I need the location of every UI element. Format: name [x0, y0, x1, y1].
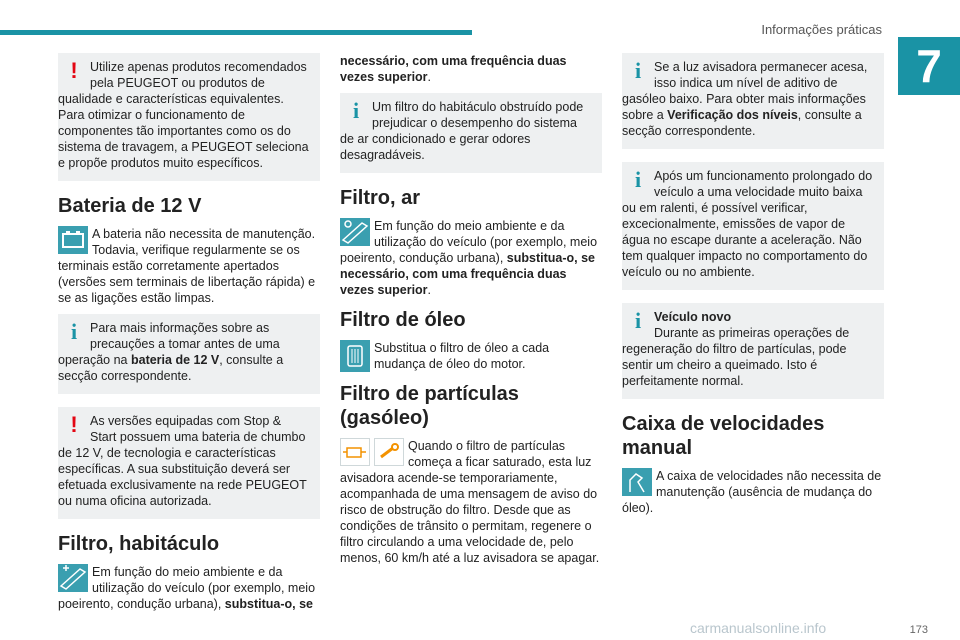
gearbox-icon — [622, 468, 652, 496]
cabin-text: Em função do meio ambiente e da utilização do veículo (por exemplo, meio poeirento, condução urbana), — [58, 565, 316, 611]
section-title-gearbox: Caixa de velocidades manual — [622, 413, 825, 459]
chapter-number: 7 — [898, 37, 960, 95]
page-number: 173 — [909, 624, 928, 636]
info-text-bold: Verificação dos níveis — [667, 108, 798, 122]
battery-icon — [58, 226, 88, 254]
cabin-text-end: . — [427, 70, 432, 84]
warning-note-stopstart — [58, 407, 320, 519]
info-title: Veículo novo — [654, 310, 732, 324]
info-note-additive — [622, 53, 884, 149]
info-icon: i — [634, 58, 642, 83]
battery-text: A bateria não necessita de manutenção. Todavia, verifique regularmente se os terminais estão corretamente apertados (versões sem terminais de libertação rápida) e se as ligações estão limpas. — [58, 227, 316, 305]
section-title-particle-filter: Filtro de partículas (gasóleo) — [340, 383, 519, 429]
warning-note — [58, 53, 320, 181]
column-1 — [58, 53, 320, 620]
oil-filter-icon — [340, 340, 370, 372]
service-wrench-icon — [374, 438, 404, 466]
section-title-cabin-filter: Filtro, habitáculo — [58, 533, 220, 555]
column-2 — [340, 53, 602, 574]
info-note-vapour — [622, 162, 884, 290]
info-text-c: , consulte a secção correspondente. — [58, 353, 284, 383]
page-header-title: Informações práticas — [761, 22, 882, 37]
info-text: Um filtro do habitáculo obstruído pode prejudicar o desempenho do sistema de ar condicionado e gerar odores desagradáveis. — [340, 100, 584, 162]
info-icon: i — [70, 319, 78, 344]
air-text-end: . — [427, 283, 432, 297]
air-text-bold: substitua-o, se necessário, com uma frequência duas vezes superior — [340, 251, 596, 297]
info-icon: i — [634, 167, 642, 192]
particle-filter-warning-icon — [340, 438, 370, 466]
air-filter-icon — [340, 218, 370, 246]
warning-icon: ! — [70, 412, 78, 437]
info-note-new-vehicle — [622, 303, 884, 399]
cabin-text-bold: substitua-o, se — [224, 597, 314, 611]
warning-text: Utilize apenas produtos recomendados pela PEUGEOT ou produtos de qualidade e características equivalentes. Para otimizar o funcionamento de componentes tão importantes como os do sistema de travagem, a PEUGEOT seleciona e propõe produtos muito específicos. — [58, 60, 309, 170]
gearbox-text: A caixa de velocidades não necessita de manutenção (ausência de mudança do óleo). — [622, 469, 882, 515]
watermark: carmanualsonline.info — [690, 620, 827, 636]
info-icon: i — [352, 98, 360, 123]
cabin-filter-icon — [58, 564, 88, 592]
section-title-battery: Bateria de 12 V — [58, 195, 202, 217]
info-text-a: Para mais informações sobre as precauções a tomar antes de uma operação na — [58, 321, 280, 367]
info-text: Após um funcionamento prolongado do veículo a uma velocidade muito baixa ou em ralenti, é possível verificar, excecionalmente, emissões de vapor de água no escape durante a aceleração. Não tem qualquer impacto no comportamento do veículo ou no ambiente. — [622, 169, 873, 279]
section-title-oil-filter: Filtro de óleo — [340, 309, 466, 331]
info-text: Durante as primeiras operações de regeneração do filtro de partículas, pode sentir um cheiro a queimado. Isto é perfeitamente normal. — [622, 326, 850, 388]
column-3 — [622, 53, 884, 524]
section-title-air-filter: Filtro, ar — [340, 187, 421, 209]
info-text-c: , consulte a secção correspondente. — [622, 108, 862, 138]
oil-text: Substitua o filtro de óleo a cada mudança de óleo do motor. — [374, 341, 550, 371]
info-text-a: Se a luz avisadora permanecer acesa, isso indica um nível de aditivo de gasóleo baixo. Para obter mais informações sobre a — [622, 60, 868, 122]
header-bar — [0, 30, 472, 35]
cabin-text-continued: necessário, com uma frequência duas vezes superior — [340, 54, 567, 84]
warning-text: As versões equipadas com Stop & Start possuem uma bateria de chumbo de 12 V, de tecnologia e características específicas. A sua substituição deverá ser efetuada exclusivamente na rede PEUGEOT ou numa oficina autorizada. — [58, 414, 307, 508]
info-icon: i — [634, 308, 642, 333]
particle-text: Quando o filtro de partículas começa a ficar saturado, esta luz avisadora acende-se temporariamente, acompanhada de uma mensagem de aviso do risco de obstrução do filtro. Desde que as condições de trânsito o permitam, regenere o filtro circulando a uma velocidade de, pelo menos, 60 km/h até a luz avisadora se apagar. — [340, 439, 600, 565]
air-text: Em função do meio ambiente e da utilização do veículo (por exemplo, meio poeirento, condução urbana), — [340, 219, 598, 265]
info-note-cabin — [340, 93, 602, 173]
info-text-bold: bateria de 12 V — [130, 353, 220, 367]
info-note-battery — [58, 314, 320, 394]
warning-icon: ! — [70, 58, 78, 83]
